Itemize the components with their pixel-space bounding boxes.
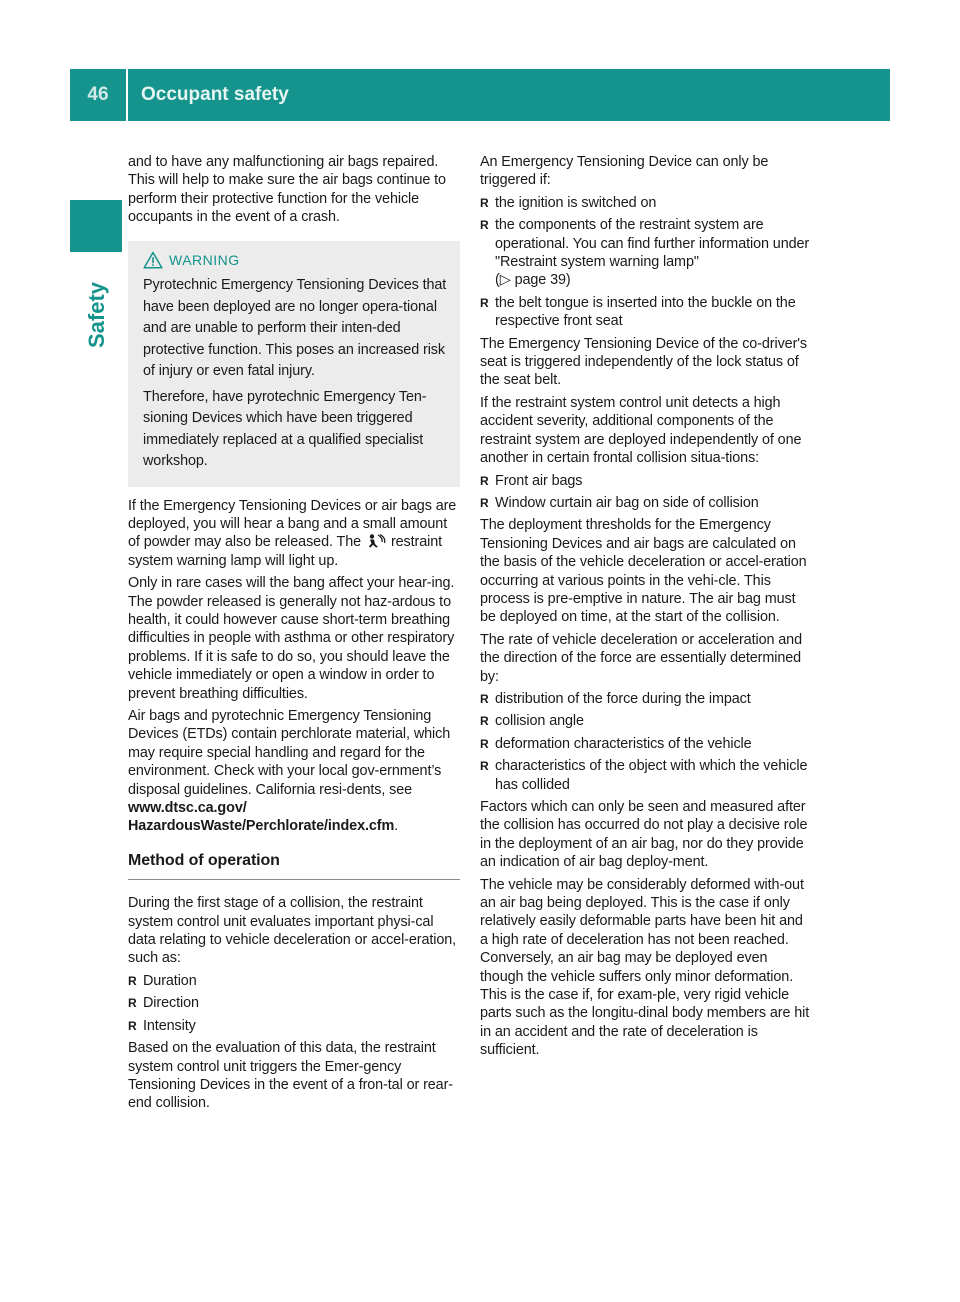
warning-paragraph: Therefore, have pyrotechnic Emergency Ten-sioning Devices which have been triggered immediately replaced at a qualified specialist workshop. (143, 388, 427, 470)
bullet-mark-icon: R (480, 295, 489, 310)
warning-header (143, 251, 450, 269)
method-heading: Method of operation (128, 852, 460, 880)
deploy-text: If the Emergency Tensioning Devices or air bags are deployed, you will hear a bang and a small amount of powder may also be released. The (128, 497, 457, 551)
list-item: R Window curtain air bag on side of collision (480, 494, 759, 511)
health-paragraph: Only in rare cases will the bang affect your hear-ing. The powder released is generally not haz-ardous to health, it could however cause short-term breathing difficulties in people with asthma or other respiratory problems. If it is safe to do so, you should leave the vehicle immediately or open a window in order to prevent breathing difficulties. (128, 575, 455, 702)
list-item: R the belt tongue is inserted into the buckle on the respective front seat (480, 294, 796, 330)
list-item: R deformation characteristics of the vehicle (480, 735, 752, 752)
thresholds-paragraph: The deployment thresholds for the Emergency Tensioning Devices and air bags are calculated on the basis of the vehicle deceleration or accel-eration occurring at various points in the vehi-cle. This process is pre-emptive in nature. The air bag must be deployed on time, at the start of the collision. (480, 517, 807, 626)
list-item: R Direction (128, 995, 199, 1012)
warning-title: WARNING (169, 251, 240, 268)
intro-paragraph: and to have any malfunctioning air bags repaired. This will help to make sure the air bags continue to perform their protective function for the vehicle occupants in the event of a crash. (128, 154, 446, 226)
etd-intro: An Emergency Tensioning Device can only be triggered if: (480, 154, 769, 189)
list-item: R collision angle (480, 713, 584, 730)
bullet-mark-icon: R (128, 1018, 137, 1033)
bullet-mark-icon: R (128, 973, 137, 988)
factors-paragraph: Factors which can only be seen and measured after the collision has occurred do not play a decisive role in the deployment of an air bag, nor do they provide an indication of air bag deploy-ment. (480, 799, 808, 871)
bullet-mark-icon: R (128, 996, 137, 1011)
deploy-paragraph (128, 497, 460, 571)
right-column (480, 153, 812, 1064)
bullet-mark-icon: R (480, 195, 489, 210)
method-intro: During the first stage of a collision, the restraint system control unit evaluates important physi-cal data relating to vehicle deceleration or accel-eration, such as: (128, 895, 457, 967)
perchlorate-link[interactable]: www.dtsc.ca.gov/ HazardousWaste/Perchlorate/index.cfm (128, 800, 395, 835)
restraint-system-lamp-icon (365, 534, 387, 548)
side-tab-block (70, 200, 122, 252)
bullet-mark-icon: R (480, 736, 489, 751)
bullet-mark-icon: R (480, 495, 489, 510)
perchlorate-paragraph (128, 707, 460, 836)
deformed-paragraph: The vehicle may be considerably deformed with-out an air bag being deployed. This is the case if only relatively easily deformable parts have been hit and a high rate of deceleration has not been reached. Conversely, an air bag may be deployed even though the vehicle suffers only minor deformation. This is the case if, for exam-ple, very rigid vehicle parts such as the longitu-dinal body members are hit in an accident and the rate of deceleration is sufficient. (480, 876, 810, 1059)
list-item: R Duration (128, 972, 197, 989)
warning-paragraph: Pyrotechnic Emergency Tensioning Devices that have been deployed are no longer opera-tional and are unable to perform their inten-ded protective function. This poses an increased risk of injury or even fatal injury. (143, 277, 447, 380)
high-severity-paragraph: If the restraint system control unit detects a high accident severity, additional components of the restraint system are deployed independently of one another in certain frontal collision situa-tions: (480, 394, 802, 467)
page-ref-link[interactable]: page 39) (514, 272, 571, 289)
header-divider (126, 69, 128, 121)
warning-triangle-icon (143, 251, 163, 269)
bullet-mark-icon: R (480, 218, 489, 233)
perchlorate-text: Air bags and pyrotechnic Emergency Tensioning Devices (ETDs) contain perchlorate material, which may require special handling and regard for the environment. Check with your local gov-ernment’s disposal guidelines. California resi-dents, see (128, 708, 451, 798)
list-item: R the components of the restraint system are operational. You can find further information under "Restraint system warning lamp" (▷ page 39) (480, 217, 810, 289)
bullet-mark-icon: R (480, 691, 489, 706)
page-number: 46 (87, 84, 109, 105)
section-title: Occupant safety (141, 84, 289, 105)
bullet-mark-icon: R (480, 759, 489, 774)
bullet-mark-icon: R (480, 473, 489, 488)
list-item: R Front air bags (480, 472, 583, 489)
list-item: R characteristics of the object with which the vehicle has collided (480, 758, 808, 793)
left-column (128, 153, 460, 1117)
list-item: R the ignition is switched on (480, 194, 657, 211)
codriver-paragraph: The Emergency Tensioning Device of the co-driver's seat is triggered independently of the lock status of the seat belt. (480, 335, 808, 389)
page-ref-arrow-icon: ▷ (499, 272, 511, 289)
warning-box (128, 241, 460, 487)
perchlorate-end: . (394, 818, 399, 835)
list-item: R distribution of the force during the impact (480, 690, 751, 707)
lamp-text: restraint system warning lamp will light up. (128, 534, 443, 569)
side-tab-label: Safety (84, 281, 109, 348)
bullet-mark-icon: R (480, 714, 489, 729)
method-outro: Based on the evaluation of this data, the restraint system control unit triggers the Emer-gency Tensioning Devices in the event of a fron-tal or rear-end collision. (128, 1040, 453, 1112)
list-item: R Intensity (128, 1017, 196, 1034)
rate-paragraph: The rate of vehicle deceleration or acceleration and the direction of the force are essentially determined by: (480, 631, 802, 685)
